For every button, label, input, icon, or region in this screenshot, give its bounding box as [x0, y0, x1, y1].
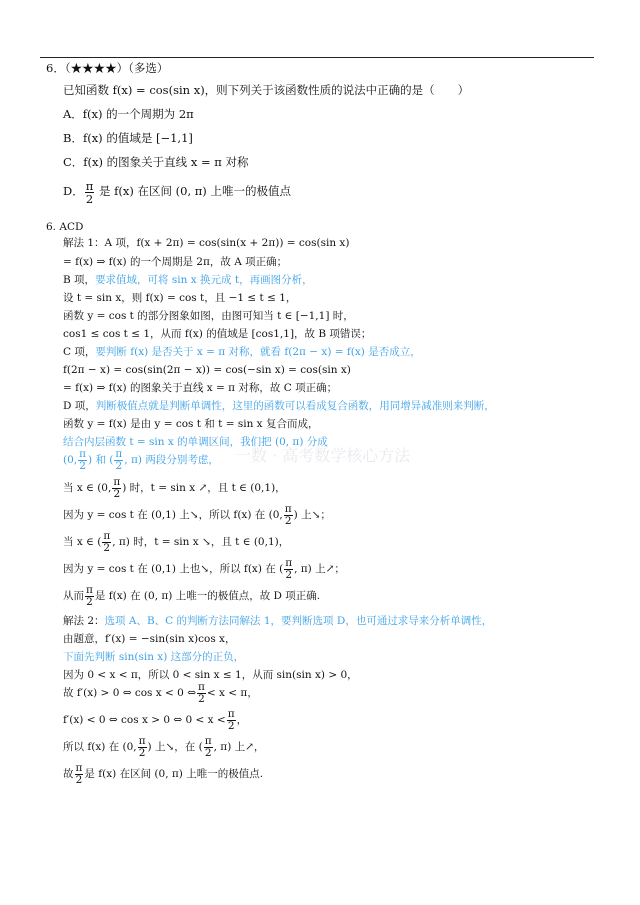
item-c-line3: = f(x) ⇒ f(x) 的图象关于直线 x = π 对称，故 C 项正确；	[63, 382, 338, 394]
solution1-line1: 解法 1：A 项，f(x + 2π) = cos(sin(x + 2π)) = cos(sin x)	[63, 237, 350, 249]
item-c-note: 要判断 f(x) 是否关于 x = π 对称，就看 f(2π − x) = f(x) 是否成立，	[95, 346, 421, 358]
item-d-line2: 函数 y = f(x) 是由 y = cos t 和 t = sin x 复合而成，	[63, 418, 319, 430]
item-d-head: D 项，判断极值点就是判断单调性，这里的函数可以看成复合函数，用同增异减准则来判断，	[63, 400, 495, 412]
solution2-line8: 故 $\frac{\pi}{2}$ 是 f(x) 在区间 (0, π) 上唯一的极值点.	[63, 761, 264, 786]
option-a: A．f(x) 的一个周期为 2π	[63, 107, 194, 121]
option-c: C．f(x) 的图象关于直线 x = π 对称	[63, 155, 249, 169]
solution2-line4: 因为 0 < x < π，所以 0 < sin x ≤ 1，从而 sin(sin x) > 0，	[63, 669, 358, 681]
item-d-note: 判断极值点就是判断单调性，这里的函数可以看成复合函数，用同增异减准则来判断，	[95, 400, 495, 412]
top-rule	[40, 57, 594, 58]
case1-line: 当 x ∈ (0, $\frac{\pi}{2}$ ) 时，t = sin x ↗，且 t ∈ (0,1)，	[63, 475, 286, 500]
conclusion1: 从而 $\frac{\pi}{2}$ 是 f(x) 在 (0, π) 上唯一的极值点，故 D 项正确.	[63, 583, 321, 608]
case2-reason: 因为 y = cos t 在 (0,1) 上也↘，所以 f(x) 在 ( $\frac{\pi}{2}$ , π) 上↗；	[63, 556, 345, 581]
question-stem: 已知函数 f(x) = cos(sin x)，则下列关于该函数性质的说法中正确的是（ ）	[63, 83, 470, 97]
answer-header: 6. ACD	[46, 221, 84, 233]
option-b: B．f(x) 的值域是 [−1,1]	[63, 131, 193, 145]
item-d-note2: 结合内层函数 t = sin x 的单调区间，我们把 (0, π) 分成	[63, 436, 328, 448]
solution2-line5: 故 f′(x) > 0 ⇔ cos x < 0 ⇔ $\frac{\pi}{2}$ < x < π，	[63, 680, 258, 705]
solution2-line2: 由题意，f′(x) = −sin(sin x)cos x，	[63, 633, 236, 645]
solution2-head: 解法 2：选项 A、B、C 的判断方法同解法 1，要判断选项 D，也可通过求导来分析单调性，	[63, 615, 493, 627]
case2-line: 当 x ∈ ( $\frac{\pi}{2}$ , π) 时，t = sin x ↘，且 t ∈ (0,1)，	[63, 529, 290, 554]
question-header: 6．（★★★★）（多选）	[46, 61, 169, 75]
item-b-note: 要求值域，可将 sin x 换元成 t，再画图分析，	[95, 274, 313, 286]
watermark: 一数 · 高考数学核心方法	[235, 446, 411, 465]
item-b-line4: cos1 ≤ cos t ≤ 1，从而 f(x) 的值域是 [cos1,1]，故 B 项错误；	[63, 328, 372, 340]
solution2-note2: 下面先判断 sin(sin x) 这部分的正负，	[63, 651, 245, 663]
item-d-note3: (0, $\frac{\pi}{2}$ ) 和 ( $\frac{\pi}{2}$ , π) 两段分别考虑，	[63, 447, 219, 472]
solution2-line7: 所以 f(x) 在 (0, $\frac{\pi}{2}$ ) 上↘，在 ( $\frac{\pi}{2}$ , π) 上↗，	[63, 734, 265, 759]
solution2-note: 选项 A、B、C 的判断方法同解法 1，要判断选项 D，也可通过求导来分析单调性，	[104, 615, 493, 627]
option-d: D． $\frac{\pi}{2}$ 是 f(x) 在区间 (0, π) 上唯一的极值点	[63, 178, 291, 206]
item-c-head: C 项，要判断 f(x) 是否关于 x = π 对称，就看 f(2π − x) = f(x) 是否成立，	[63, 346, 421, 358]
solution2-line6: f′(x) < 0 ⇔ cos x > 0 ⇔ 0 < x < $\frac{\pi}{2}$ ，	[63, 707, 248, 732]
item-b-line2: 设 t = sin x，则 f(x) = cos t，且 −1 ≤ t ≤ 1，	[63, 292, 297, 304]
solution1-line2: = f(x) ⇒ f(x) 的一个周期是 2π，故 A 项正确；	[63, 256, 288, 268]
item-c-line2: f(2π − x) = cos(sin(2π − x)) = cos(−sin x) = cos(sin x)	[63, 364, 351, 376]
item-b-head: B 项，要求值域，可将 sin x 换元成 t，再画图分析，	[63, 274, 313, 286]
item-b-line3: 函数 y = cos t 的部分图象如图，由图可知当 t ∈ [−1,1] 时，	[63, 310, 354, 322]
case1-reason: 因为 y = cos t 在 (0,1) 上↘，所以 f(x) 在 (0, $\frac{\pi}{2}$ ) 上↘；	[63, 502, 331, 527]
